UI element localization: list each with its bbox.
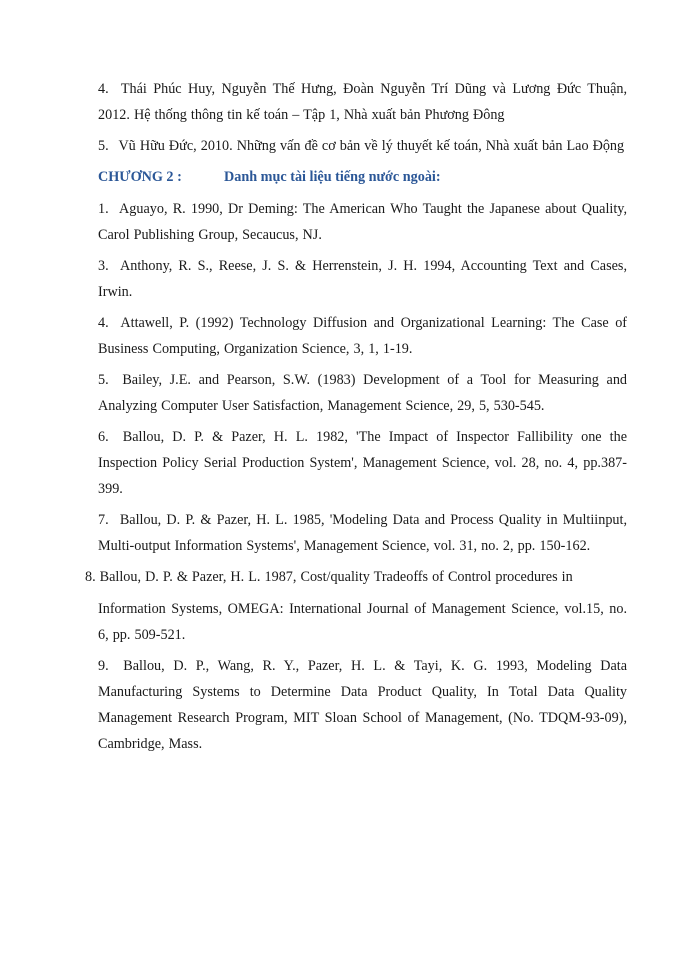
reference-number: 4. [98, 315, 109, 331]
reference-text: Ballou, D. P. & Pazer, H. L. 1987, Cost/quality Tradeoffs of Control procedures in [99, 569, 573, 585]
reference-number: 7. [98, 512, 109, 528]
reference-number: 6. [98, 429, 109, 445]
reference-number: 5. [98, 138, 109, 154]
reference-text: Vũ Hữu Đức, 2010. Những vấn đề cơ bản về lý thuyết kế toán, Nhà xuất bản Lao Động [118, 138, 625, 154]
reference-item [85, 564, 627, 648]
reference-item [98, 253, 627, 305]
chapter-heading [98, 164, 627, 190]
reference-item [98, 507, 627, 559]
reference-item [98, 310, 627, 362]
reference-number: 9. [98, 658, 109, 674]
reference-list [85, 76, 628, 762]
reference-text: Attawell, P. (1992) Technology Diffusion and Organizational Learning: The Case of Business Computing, Organization Science, 3, 1, 1-19. [98, 315, 628, 357]
reference-text: Anthony, R. S., Reese, J. S. & Herrenstein, J. H. 1994, Accounting Text and Cases, Irwin. [98, 258, 627, 300]
reference-item [98, 653, 627, 757]
reference-text: Thái Phúc Huy, Nguyễn Thế Hưng, Đoàn Nguyễn Trí Dũng và Lương Đức Thuận, 2012. Hệ thống thông tin kế toán – Tập 1, Nhà xuất bản Phương Đông [98, 81, 628, 123]
reference-number: 8. [85, 569, 96, 585]
reference-text: Aguayo, R. 1990, Dr Deming: The American Who Taught the Japanese about Quality, Carol Publishing Group, Secaucus, NJ. [98, 201, 627, 243]
reference-text: Ballou, D. P. & Pazer, H. L. 1982, 'The Impact of Inspector Fallibility one the Inspection Policy Serial Production System', Management Science, vol. 28, no. 4, pp.387- 399. [98, 429, 628, 497]
reference-number: 1. [98, 201, 109, 217]
reference-text-continued: Information Systems, OMEGA: International Journal of Management Science, vol.15, no. 6, pp. 509-521. [98, 601, 627, 643]
reference-text: Ballou, D. P. & Pazer, H. L. 1985, 'Modeling Data and Process Quality in Multiinput, Multi-output Information Systems', Management Science, vol. 31, no. 2, pp. 150-162. [98, 512, 627, 554]
reference-item [98, 76, 627, 128]
reference-item [98, 196, 627, 248]
reference-number: 5. [98, 372, 109, 388]
reference-item [98, 133, 627, 159]
chapter-label: CHƯƠNG 2 : [98, 169, 182, 185]
chapter-title: Danh mục tài liệu tiếng nước ngoài: [224, 169, 441, 185]
reference-text: Bailey, J.E. and Pearson, S.W. (1983) Development of a Tool for Measuring and Analyzing Computer User Satisfaction, Management Science, 29, 5, 530-545. [98, 372, 628, 414]
reference-number: 3. [98, 258, 109, 274]
reference-text: Ballou, D. P., Wang, R. Y., Pazer, H. L. & Tayi, K. G. 1993, Modeling Data Manufacturing Systems to Determine Data Product Quality, In Total Data Quality Management Research Program, MIT Sloan School of Management, (No. TDQM-93-09), Cambridge, Mass. [98, 658, 627, 752]
reference-number: 4. [98, 81, 109, 97]
reference-item [98, 424, 627, 502]
reference-item [98, 367, 627, 419]
reference-first-line [85, 564, 627, 590]
